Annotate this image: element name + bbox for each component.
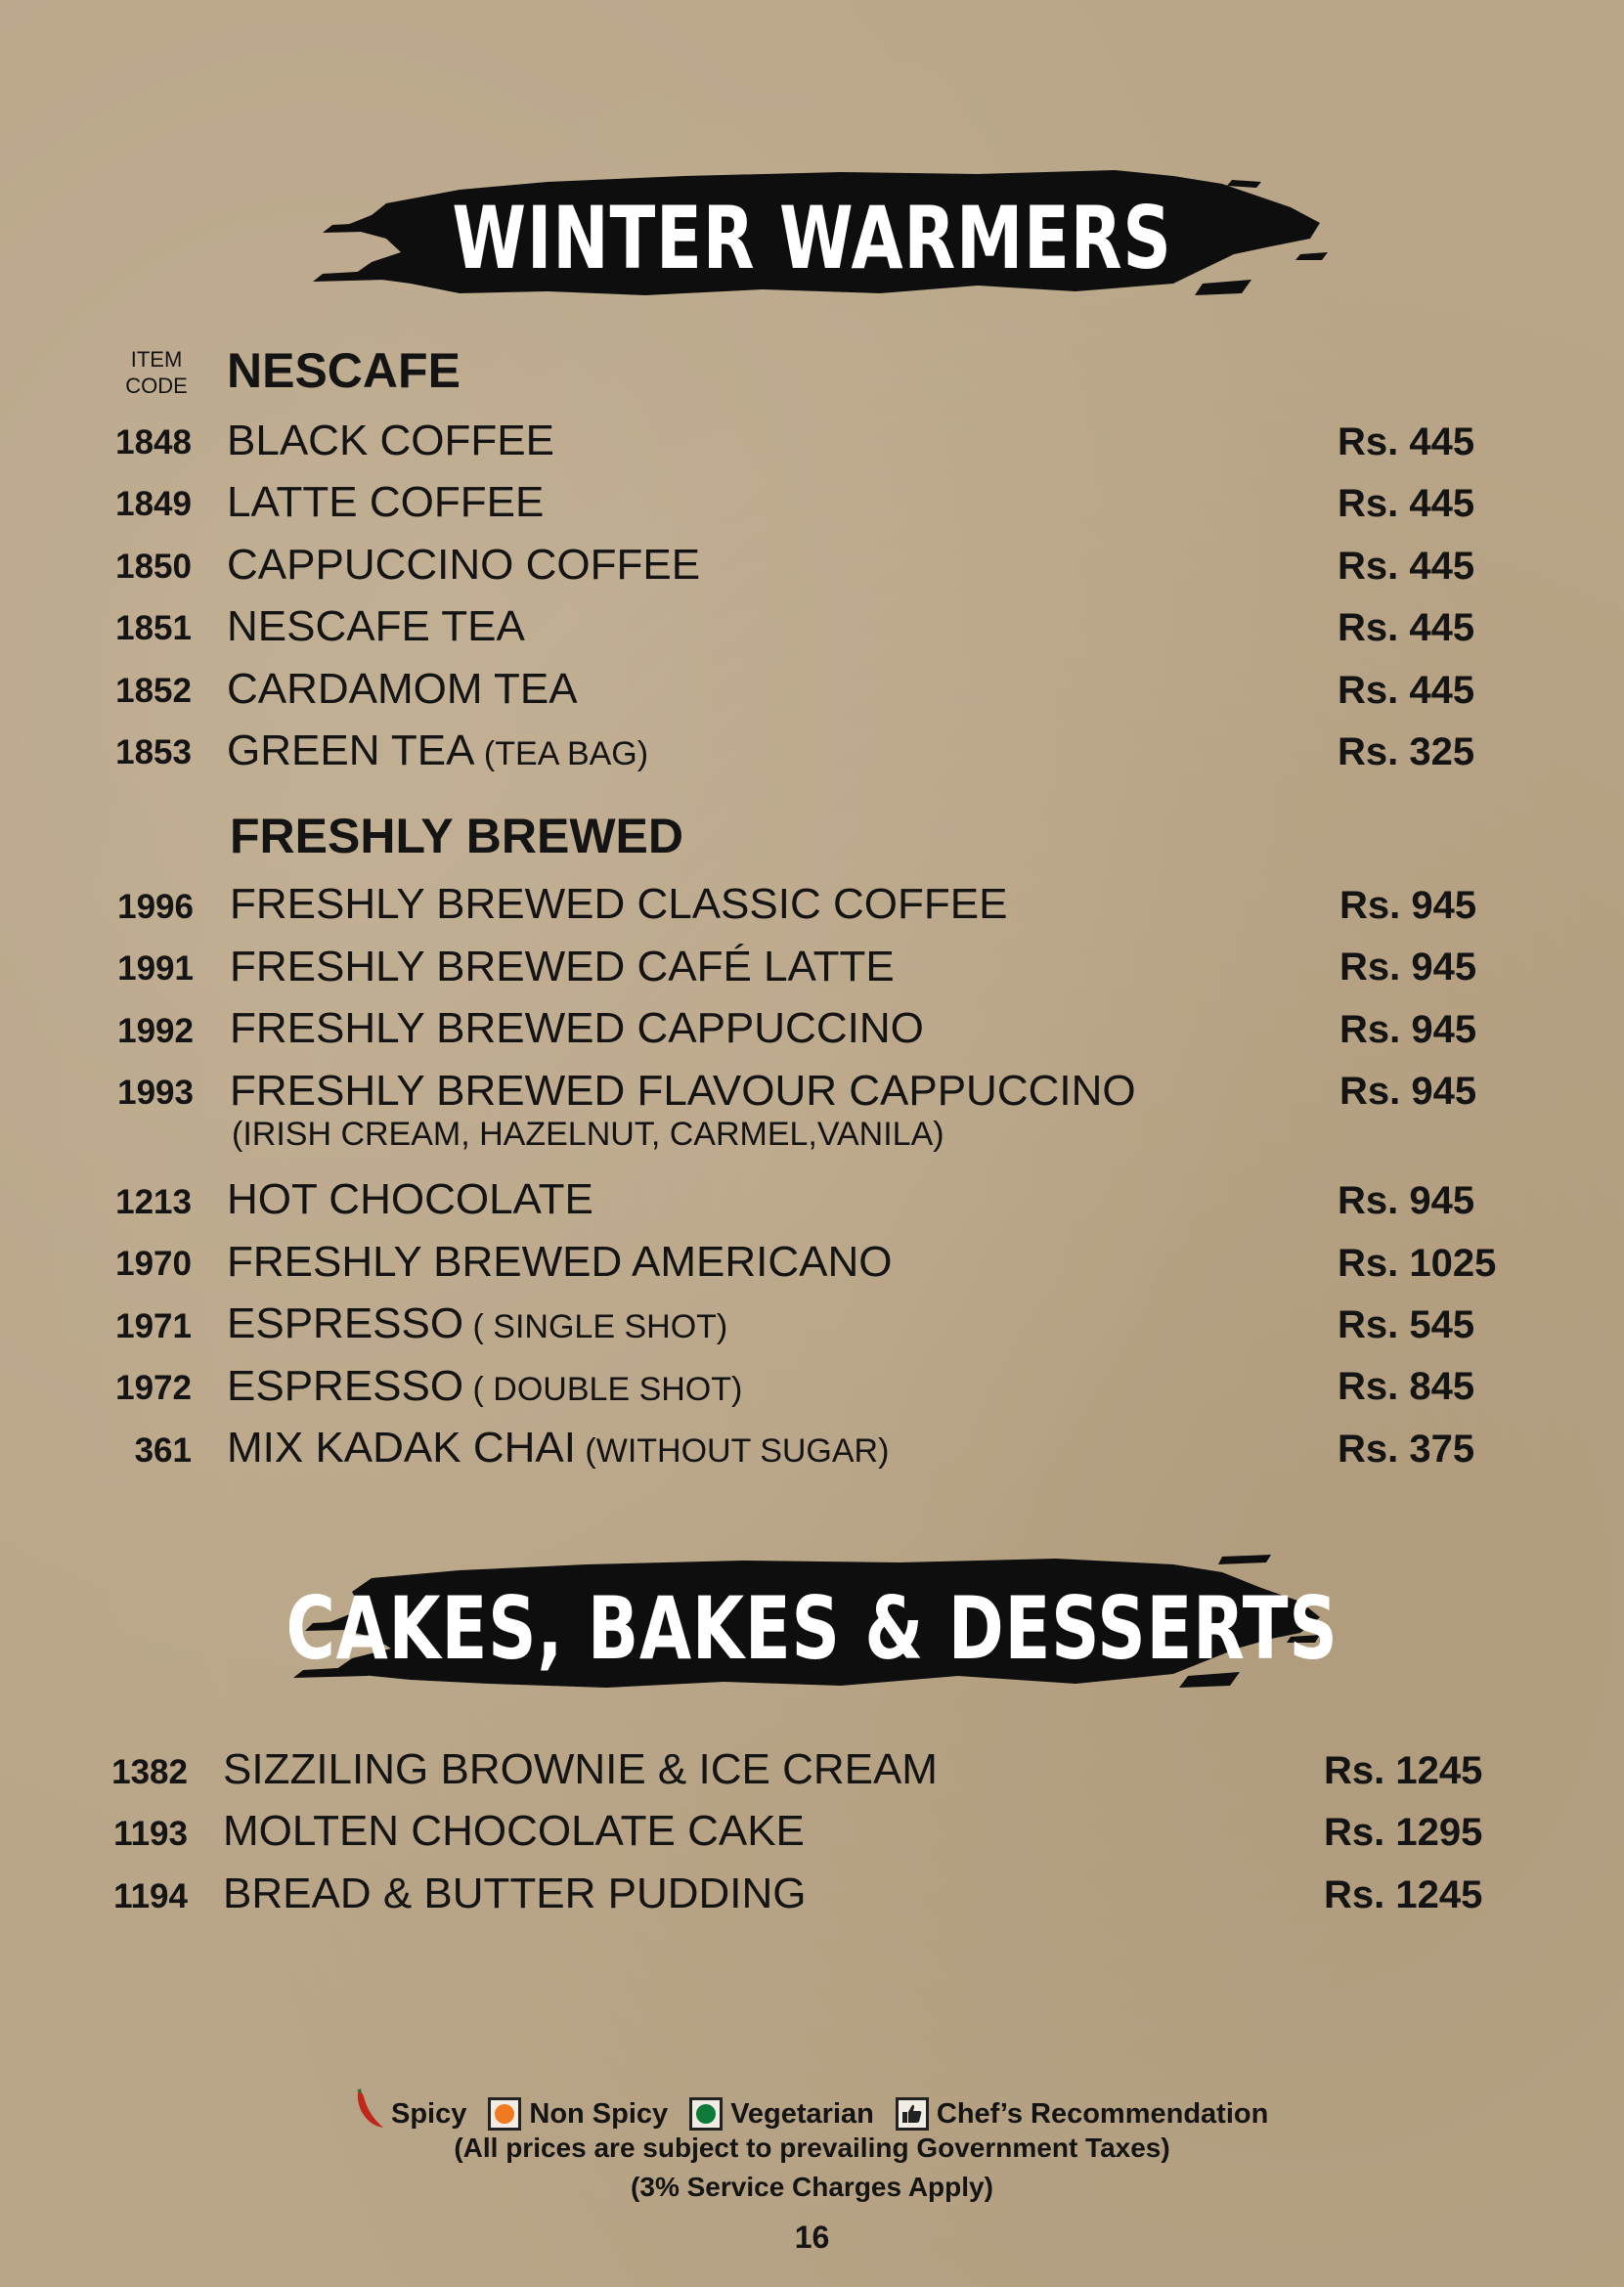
item-price: Rs. 545 [1338, 1303, 1475, 1346]
non-spicy-icon [488, 2097, 521, 2131]
item-price: Rs. 945 [1339, 884, 1477, 927]
item-name [227, 541, 700, 590]
item-name [227, 1238, 893, 1287]
item-code: 1850 [115, 548, 192, 586]
item-code: 361 [134, 1431, 192, 1470]
item-code: 1194 [113, 1877, 188, 1915]
item-name [227, 1175, 593, 1224]
item-code-label [117, 346, 196, 399]
item-name: MOLTEN CHOCOLATE CAKE [223, 1807, 805, 1855]
item-price: Rs. 1295 [1324, 1811, 1483, 1854]
item-price: Rs. 325 [1338, 730, 1475, 773]
legend-non-spicy [488, 2097, 668, 2131]
item-code: 1852 [115, 672, 192, 710]
legend-chef [896, 2097, 1268, 2131]
item-name-text: FRESHLY BREWED CAFÉ LATTE [230, 943, 895, 990]
item-price: Rs. 945 [1339, 1008, 1477, 1051]
item-price: Rs. 945 [1338, 1179, 1475, 1222]
item-price: Rs. 445 [1338, 420, 1475, 463]
item-code: 1992 [117, 1012, 194, 1050]
item-name-text: FRESHLY BREWED FLAVOUR CAPPUCCINO [230, 1067, 1136, 1115]
item-name [227, 1299, 727, 1348]
legend-vegetarian [689, 2097, 874, 2131]
item-price: Rs. 375 [1338, 1428, 1475, 1471]
item-name: SIZZILING BROWNIE & ICE CREAM [223, 1745, 938, 1793]
item-name-text: NESCAFE TEA [227, 602, 525, 650]
item-code: 1851 [115, 609, 192, 647]
item-name-text: ESPRESSO [227, 1362, 464, 1410]
legend-chef-label: Chef’s Recommendation [936, 2097, 1269, 2130]
item-name-text: FRESHLY BREWED AMERICANO [227, 1238, 893, 1286]
tax-note: (All prices are subject to prevailing Government Taxes) [454, 2133, 1170, 2163]
item-name [230, 1067, 1136, 1116]
item-code-label-line: CODE [125, 374, 188, 398]
item-name [227, 417, 554, 465]
item-name [227, 478, 544, 527]
item-name-text: GREEN TEA [227, 726, 475, 774]
item-name-text: CARDAMOM TEA [227, 665, 578, 713]
item-name-note: ( SINGLE SHOT) [463, 1308, 728, 1345]
item-price: Rs. 445 [1338, 669, 1475, 712]
item-name [227, 665, 578, 714]
item-price: Rs. 1025 [1338, 1242, 1497, 1285]
cakes-bakes-desserts-title: CAKES, BAKES & DESSERTS [285, 1578, 1339, 1679]
item-code: 1848 [115, 423, 192, 462]
item-name-text: ESPRESSO [227, 1299, 464, 1347]
item-code: 1996 [117, 888, 194, 926]
item-name [227, 1424, 889, 1473]
item-name [230, 1004, 924, 1053]
item-price: Rs. 445 [1338, 606, 1475, 649]
nescafe-heading: NESCAFE [227, 343, 461, 398]
item-code: 1972 [115, 1369, 192, 1407]
item-name-text: CAPPUCCINO COFFEE [227, 541, 701, 589]
flavour-options-note: (IRISH CREAM, HAZELNUT, CARMEL,VANILA) [232, 1116, 944, 1153]
item-name-note: (TEA BAG) [474, 735, 649, 772]
winter-warmers-banner [0, 137, 1624, 332]
item-name-text: HOT CHOCOLATE [227, 1175, 593, 1223]
item-code: 1382 [111, 1753, 188, 1791]
item-name-text: FRESHLY BREWED CLASSIC COFFEE [230, 880, 1008, 928]
item-code: 1853 [115, 733, 192, 771]
item-code: 1971 [115, 1307, 192, 1345]
freshly-brewed-heading: FRESHLY BREWED [230, 809, 683, 863]
item-name-text: MIX KADAK CHAI [227, 1424, 576, 1472]
item-code: 1991 [117, 949, 194, 988]
item-name [227, 726, 648, 775]
item-code-label-line: ITEM [130, 347, 183, 372]
item-price: Rs. 445 [1338, 482, 1475, 525]
item-name: BREAD & BUTTER PUDDING [223, 1869, 807, 1917]
item-name-note: (WITHOUT SUGAR) [575, 1432, 890, 1470]
item-name [230, 880, 1007, 929]
item-name [227, 602, 525, 651]
item-price: Rs. 945 [1339, 1070, 1477, 1113]
item-name [230, 943, 895, 991]
item-name-text: BLACK COFFEE [227, 417, 554, 464]
legend-vegetarian-label: Vegetarian [730, 2097, 874, 2130]
item-code: 1970 [115, 1245, 192, 1283]
item-code: 1213 [115, 1183, 192, 1221]
legend-non-spicy-label: Non Spicy [529, 2097, 669, 2130]
item-price: Rs. 445 [1338, 545, 1475, 588]
vegetarian-icon [689, 2097, 723, 2131]
item-code: 1193 [113, 1815, 188, 1853]
legend-spicy-label: Spicy [391, 2097, 467, 2130]
page-number: 16 [794, 2220, 830, 2255]
item-price: Rs. 845 [1338, 1365, 1475, 1408]
item-price: Rs. 1245 [1324, 1873, 1483, 1916]
item-price: Rs. 945 [1339, 946, 1477, 989]
item-code: 1993 [117, 1074, 194, 1112]
thumbs-up-icon [896, 2097, 929, 2131]
service-charge-note: (3% Service Charges Apply) [631, 2172, 993, 2202]
item-name-text: LATTE COFFEE [227, 478, 545, 526]
item-price: Rs. 1245 [1324, 1749, 1483, 1792]
item-code: 1849 [115, 485, 192, 523]
winter-warmers-title: WINTER WARMERS [452, 188, 1172, 288]
cakes-bakes-desserts-banner [0, 1527, 1624, 1723]
item-name [227, 1362, 742, 1411]
item-name-note: ( DOUBLE SHOT) [463, 1371, 743, 1408]
item-name-text: FRESHLY BREWED CAPPUCCINO [230, 1004, 924, 1052]
